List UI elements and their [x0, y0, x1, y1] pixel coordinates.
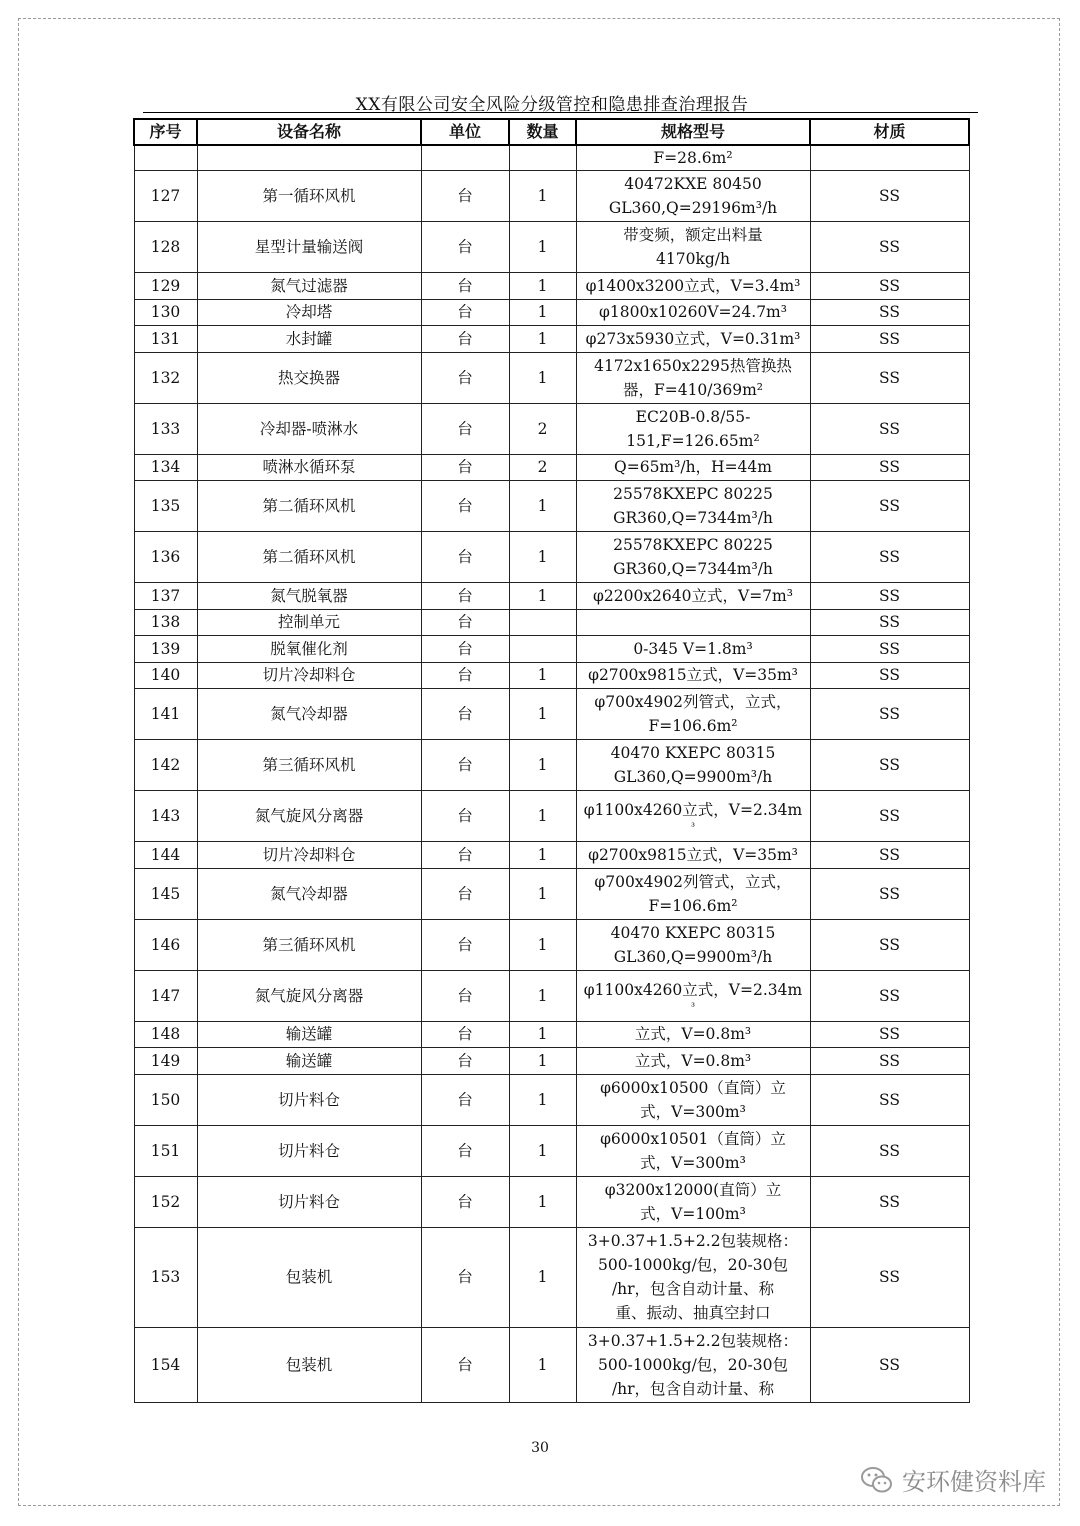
specification — [576, 1021, 810, 1048]
quantity: 1 — [509, 1021, 576, 1048]
specification — [576, 868, 810, 919]
quantity: 1 — [509, 740, 576, 791]
specification-line: 立式，V=0.8m³ — [634, 1051, 752, 1070]
column-header: 规格型号 — [576, 119, 810, 145]
row-number: 132 — [134, 352, 197, 403]
specification-line: GL360,Q=9900m³/h — [613, 947, 773, 966]
equipment-name: 包装机 — [197, 1327, 421, 1402]
specification-line: 4172x1650x2295热管换热 — [594, 356, 792, 375]
specification — [576, 1227, 810, 1327]
quantity: 1 — [509, 352, 576, 403]
unit — [421, 145, 509, 171]
specification — [576, 326, 810, 353]
row-number: 142 — [134, 740, 197, 791]
specification-line: 4170kg/h — [656, 250, 730, 268]
specification-line: φ2200x2640立式，V=7m³ — [593, 586, 793, 605]
row-number: 127 — [134, 171, 197, 222]
equipment-name: 喷淋水循环泵 — [197, 454, 421, 481]
table-row — [134, 1048, 969, 1075]
specification-line: 40470 KXEPC 80315 — [610, 744, 776, 762]
quantity: 1 — [509, 326, 576, 353]
table-row — [134, 171, 969, 222]
table-row — [134, 919, 969, 970]
table-row — [134, 299, 969, 326]
unit: 台 — [421, 532, 509, 583]
row-number: 151 — [134, 1125, 197, 1176]
table-row — [134, 868, 969, 919]
material: SS — [810, 662, 969, 689]
material: SS — [810, 919, 969, 970]
page-number: 30 — [531, 1440, 549, 1456]
quantity: 1 — [509, 532, 576, 583]
material: SS — [810, 970, 969, 1021]
quantity: 1 — [509, 868, 576, 919]
specification-line: 0-345 V=1.8m³ — [633, 639, 753, 658]
material: SS — [810, 481, 969, 532]
specification-line: φ1100x4260立式，V=2.34m — [583, 801, 803, 819]
quantity: 1 — [509, 919, 576, 970]
specification-line: F=106.6m² — [648, 896, 738, 915]
specification — [576, 919, 810, 970]
equipment-name: 输送罐 — [197, 1021, 421, 1048]
specification-line: 151,F=126.65m² — [626, 431, 760, 450]
specification-line: φ6000x10500（直筒）立 — [600, 1078, 786, 1097]
unit: 台 — [421, 171, 509, 222]
row-number: 148 — [134, 1021, 197, 1048]
table-row — [134, 326, 969, 353]
unit: 台 — [421, 689, 509, 740]
specification-line: φ2700x9815立式，V=35m³ — [588, 666, 798, 685]
specification — [576, 403, 810, 454]
equipment-name: 热交换器 — [197, 352, 421, 403]
wechat-icon — [860, 1465, 894, 1495]
unit: 台 — [421, 481, 509, 532]
specification — [576, 352, 810, 403]
material — [810, 145, 969, 171]
quantity: 1 — [509, 970, 576, 1021]
specification — [576, 171, 810, 222]
unit: 台 — [421, 299, 509, 326]
material: SS — [810, 532, 969, 583]
watermark — [860, 1462, 1046, 1497]
unit: 台 — [421, 919, 509, 970]
equipment-name: 切片料仓 — [197, 1074, 421, 1125]
equipment-name: 切片料仓 — [197, 1176, 421, 1227]
quantity — [509, 609, 576, 636]
specification — [576, 145, 810, 171]
quantity: 1 — [509, 171, 576, 222]
specification-line: 500-1000kg/包，20-30包 — [598, 1355, 788, 1374]
specification-line: φ1800x10260V=24.7m³ — [599, 303, 787, 322]
unit: 台 — [421, 842, 509, 869]
row-number: 152 — [134, 1176, 197, 1227]
unit: 台 — [421, 1227, 509, 1327]
specification — [576, 1048, 810, 1075]
row-number: 135 — [134, 481, 197, 532]
row-number: 128 — [134, 222, 197, 273]
specification — [576, 689, 810, 740]
material: SS — [810, 636, 969, 663]
equipment-name: 第一循环风机 — [197, 171, 421, 222]
material: SS — [810, 352, 969, 403]
unit: 台 — [421, 636, 509, 663]
specification — [576, 454, 810, 481]
specification — [576, 1074, 810, 1125]
material: SS — [810, 1048, 969, 1075]
specification-line: 式，V=300m³ — [640, 1102, 746, 1121]
row-number: 139 — [134, 636, 197, 663]
specification-line: 器，F=410/369m² — [622, 380, 764, 399]
equipment-name: 冷却塔 — [197, 299, 421, 326]
table-row — [134, 609, 969, 636]
material: SS — [810, 583, 969, 610]
specification — [576, 532, 810, 583]
row-number: 154 — [134, 1327, 197, 1402]
equipment-name: 氮气旋风分离器 — [197, 970, 421, 1021]
specification-line: 式，V=300m³ — [640, 1153, 746, 1172]
table-row — [134, 842, 969, 869]
quantity: 2 — [509, 454, 576, 481]
quantity — [509, 636, 576, 663]
specification-line: GR360,Q=7344m³/h — [613, 509, 773, 527]
table-row — [134, 1074, 969, 1125]
equipment-name: 切片冷却料仓 — [197, 842, 421, 869]
quantity: 2 — [509, 403, 576, 454]
table-row — [134, 583, 969, 610]
specification-line: F=28.6m² — [653, 149, 733, 167]
material: SS — [810, 171, 969, 222]
specification-line: 500-1000kg/包，20-30包 — [598, 1256, 788, 1274]
specification — [576, 636, 810, 663]
unit: 台 — [421, 740, 509, 791]
specification — [576, 791, 810, 842]
specification-line: φ700x4902列管式，立式， — [594, 872, 792, 891]
table-row — [134, 481, 969, 532]
table-row — [134, 662, 969, 689]
unit: 台 — [421, 326, 509, 353]
column-header: 数量 — [509, 119, 576, 145]
specification-line: φ3200x12000(直筒）立 — [604, 1180, 782, 1199]
row-number: 130 — [134, 299, 197, 326]
header-rule — [143, 112, 978, 113]
unit: 台 — [421, 1125, 509, 1176]
equipment-name: 氮气脱氧器 — [197, 583, 421, 610]
equipment-table — [133, 118, 970, 1403]
specification — [576, 1176, 810, 1227]
specification-line: /hr，包含自动计量、称 — [611, 1379, 775, 1398]
specification — [576, 842, 810, 869]
specification — [576, 970, 810, 1021]
quantity: 1 — [509, 273, 576, 300]
material: SS — [810, 1125, 969, 1176]
row-number: 144 — [134, 842, 197, 869]
table-row — [134, 1176, 969, 1227]
unit: 台 — [421, 1021, 509, 1048]
equipment-name: 切片料仓 — [197, 1125, 421, 1176]
specification — [576, 299, 810, 326]
row-number: 140 — [134, 662, 197, 689]
specification-line: F=106.6m² — [648, 717, 738, 735]
unit: 台 — [421, 1327, 509, 1402]
specification — [576, 273, 810, 300]
material: SS — [810, 1074, 969, 1125]
specification-line: ³ — [690, 1001, 695, 1013]
material: SS — [810, 1176, 969, 1227]
row-number: 149 — [134, 1048, 197, 1075]
watermark-text: 安环健资料库 — [902, 1468, 1046, 1496]
material: SS — [810, 299, 969, 326]
row-number: 134 — [134, 454, 197, 481]
specification — [576, 609, 810, 636]
row-number: 150 — [134, 1074, 197, 1125]
equipment-name: 第三循环风机 — [197, 919, 421, 970]
quantity: 1 — [509, 1227, 576, 1327]
table-row — [134, 454, 969, 481]
row-number: 153 — [134, 1227, 197, 1327]
unit: 台 — [421, 403, 509, 454]
unit: 台 — [421, 868, 509, 919]
specification-line: Q=65m³/h，H=44m — [614, 458, 772, 477]
table-row — [134, 689, 969, 740]
specification-line: 重、振动、抽真空封口 — [615, 1304, 771, 1322]
equipment-name: 氮气过滤器 — [197, 273, 421, 300]
material: SS — [810, 609, 969, 636]
table-row — [134, 970, 969, 1021]
unit: 台 — [421, 222, 509, 273]
unit: 台 — [421, 609, 509, 636]
unit: 台 — [421, 1176, 509, 1227]
table-row — [134, 145, 969, 171]
quantity: 1 — [509, 1074, 576, 1125]
quantity: 1 — [509, 842, 576, 869]
material: SS — [810, 842, 969, 869]
row-number: 137 — [134, 583, 197, 610]
row-number: 136 — [134, 532, 197, 583]
column-header: 设备名称 — [197, 119, 421, 145]
material: SS — [810, 1327, 969, 1402]
quantity: 1 — [509, 222, 576, 273]
row-number: 133 — [134, 403, 197, 454]
row-number: 141 — [134, 689, 197, 740]
row-number — [134, 145, 197, 171]
specification — [576, 740, 810, 791]
equipment-name: 切片冷却料仓 — [197, 662, 421, 689]
specification-line: 带变频，额定出料量 — [623, 226, 763, 244]
equipment-name: 第三循环风机 — [197, 740, 421, 791]
quantity: 1 — [509, 481, 576, 532]
specification-line: EC20B-0.8/55- — [635, 407, 751, 426]
quantity: 1 — [509, 689, 576, 740]
material: SS — [810, 222, 969, 273]
specification-line: GL360,Q=9900m³/h — [613, 768, 773, 786]
specification-line: φ1100x4260立式，V=2.34m — [583, 980, 803, 999]
material: SS — [810, 403, 969, 454]
unit: 台 — [421, 970, 509, 1021]
equipment-name: 水封罐 — [197, 326, 421, 353]
specification-line: 3+0.37+1.5+2.2包装规格： — [587, 1232, 799, 1250]
unit: 台 — [421, 352, 509, 403]
specification-line: 40470 KXEPC 80315 — [610, 923, 776, 942]
specification-line: 40472KXE 80450 — [624, 175, 762, 193]
equipment-name: 控制单元 — [197, 609, 421, 636]
equipment-name: 氮气旋风分离器 — [197, 791, 421, 842]
unit: 台 — [421, 1074, 509, 1125]
table-row — [134, 1021, 969, 1048]
specification-line: φ2700x9815立式，V=35m³ — [588, 845, 798, 864]
equipment-name: 氮气冷却器 — [197, 689, 421, 740]
equipment-name — [197, 145, 421, 171]
specification-line: φ700x4902列管式，立式， — [594, 693, 792, 711]
material: SS — [810, 689, 969, 740]
material: SS — [810, 454, 969, 481]
material: SS — [810, 1021, 969, 1048]
unit: 台 — [421, 583, 509, 610]
equipment-name: 脱氧催化剂 — [197, 636, 421, 663]
table-row — [134, 636, 969, 663]
quantity: 1 — [509, 299, 576, 326]
equipment-name: 输送罐 — [197, 1048, 421, 1075]
unit: 台 — [421, 273, 509, 300]
material: SS — [810, 740, 969, 791]
specification — [576, 662, 810, 689]
table-body — [134, 145, 969, 1402]
material: SS — [810, 326, 969, 353]
specification-line: φ6000x10501（直筒）立 — [600, 1129, 786, 1148]
report-title: XX有限公司安全风险分级管控和隐患排查治理报告 — [355, 95, 749, 115]
column-header: 材质 — [810, 119, 969, 145]
table-header-row — [134, 119, 969, 145]
row-number: 138 — [134, 609, 197, 636]
table-row — [134, 791, 969, 842]
equipment-name: 第二循环风机 — [197, 481, 421, 532]
equipment-name: 包装机 — [197, 1227, 421, 1327]
row-number: 143 — [134, 791, 197, 842]
row-number: 129 — [134, 273, 197, 300]
table-row — [134, 403, 969, 454]
quantity: 1 — [509, 583, 576, 610]
unit: 台 — [421, 1048, 509, 1075]
equipment-name: 冷却器-喷淋水 — [197, 403, 421, 454]
unit: 台 — [421, 791, 509, 842]
specification-line: 25578KXEPC 80225 — [613, 485, 773, 503]
material: SS — [810, 791, 969, 842]
quantity: 1 — [509, 1048, 576, 1075]
specification-line: 3+0.37+1.5+2.2包装规格： — [587, 1331, 799, 1350]
material: SS — [810, 273, 969, 300]
table-row — [134, 273, 969, 300]
specification — [576, 1327, 810, 1402]
equipment-name: 氮气冷却器 — [197, 868, 421, 919]
specification — [576, 222, 810, 273]
table-row — [134, 222, 969, 273]
specification — [576, 583, 810, 610]
unit: 台 — [421, 662, 509, 689]
specification — [576, 481, 810, 532]
quantity: 1 — [509, 791, 576, 842]
row-number: 147 — [134, 970, 197, 1021]
specification-line: ³ — [690, 822, 695, 833]
column-header: 序号 — [134, 119, 197, 145]
specification-line: 25578KXEPC 80225 — [613, 536, 773, 554]
unit: 台 — [421, 454, 509, 481]
equipment-name: 星型计量输送阀 — [197, 222, 421, 273]
table-row — [134, 740, 969, 791]
material: SS — [810, 1227, 969, 1327]
specification-line: GR360,Q=7344m³/h — [613, 560, 773, 578]
quantity: 1 — [509, 1125, 576, 1176]
table-row — [134, 1227, 969, 1327]
quantity: 1 — [509, 662, 576, 689]
table-row — [134, 1125, 969, 1176]
table-row — [134, 1327, 969, 1402]
specification-line: GL360,Q=29196m³/h — [608, 199, 778, 217]
material: SS — [810, 868, 969, 919]
quantity — [509, 145, 576, 171]
quantity: 1 — [509, 1176, 576, 1227]
specification-line: φ273x5930立式，V=0.31m³ — [585, 329, 801, 348]
column-header: 单位 — [421, 119, 509, 145]
row-number: 145 — [134, 868, 197, 919]
row-number: 146 — [134, 919, 197, 970]
specification-line: 立式，V=0.8m³ — [634, 1025, 752, 1044]
table-row — [134, 352, 969, 403]
specification-line: 式，V=100m³ — [640, 1204, 746, 1223]
row-number: 131 — [134, 326, 197, 353]
specification-line: /hr，包含自动计量、称 — [611, 1280, 775, 1298]
quantity: 1 — [509, 1327, 576, 1402]
table-row — [134, 532, 969, 583]
specification — [576, 1125, 810, 1176]
specification-line: φ1400x3200立式，V=3.4m³ — [585, 276, 801, 295]
equipment-name: 第二循环风机 — [197, 532, 421, 583]
